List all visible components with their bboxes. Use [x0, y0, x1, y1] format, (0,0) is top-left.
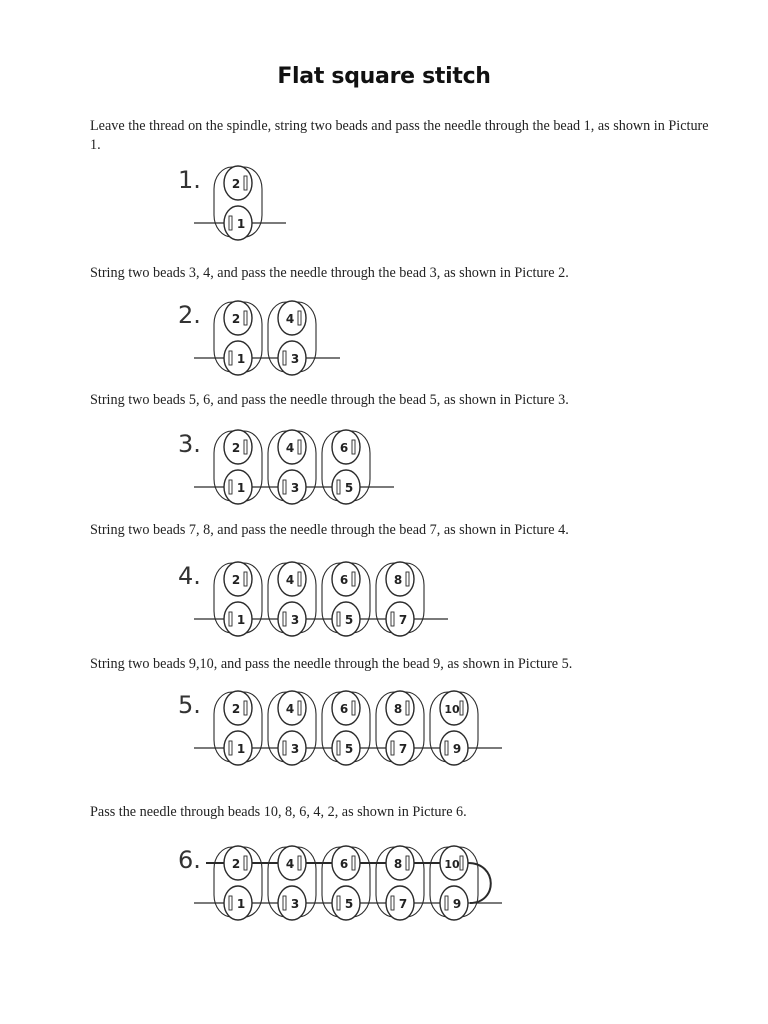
bead-number: 1: [236, 742, 246, 756]
page-title: Flat square stitch: [277, 64, 491, 89]
bead-number: 1: [236, 481, 246, 495]
picture-1-diagram: [170, 160, 330, 250]
bead-number: 8: [393, 573, 403, 587]
bead-number: 1: [236, 613, 246, 627]
step-2-text: String two beads 3, 4, and pass the needle through the bead 3, as shown in Picture 2.: [90, 265, 569, 281]
bead-number: 6: [339, 702, 349, 716]
bead-number: 7: [398, 897, 408, 911]
picture-2-diagram: [170, 295, 360, 385]
step-6-text: Pass the needle through beads 10, 8, 6, 4, 2, as shown in Picture 6.: [90, 804, 467, 820]
figure-label: 3.: [178, 430, 201, 458]
bead-number: 1: [236, 352, 246, 366]
bead-number: 8: [393, 857, 403, 871]
bead-number: 4: [285, 857, 295, 871]
bead-number: 5: [344, 897, 354, 911]
bead-number: 1: [236, 897, 246, 911]
step-4-text: String two beads 7, 8, and pass the needle through the bead 7, as shown in Picture 4.: [90, 522, 569, 538]
bead-number: 5: [344, 613, 354, 627]
picture-4-diagram: [170, 556, 460, 646]
bead-number: 2: [231, 441, 241, 455]
figure-label: 6.: [178, 846, 201, 874]
bead-number: 6: [339, 441, 349, 455]
bead-number: 3: [290, 352, 300, 366]
figure-label: 4.: [178, 562, 201, 590]
figure-label: 2.: [178, 301, 201, 329]
bead-number: 10: [444, 858, 460, 871]
step-3-text: String two beads 5, 6, and pass the needle through the bead 5, as shown in Picture 3.: [90, 392, 569, 408]
bead-number: 2: [231, 573, 241, 587]
bead-number: 7: [398, 613, 408, 627]
bead-number: 6: [339, 857, 349, 871]
bead-number: 10: [444, 703, 460, 716]
bead-number: 4: [285, 573, 295, 587]
bead-number: 7: [398, 742, 408, 756]
bead-number: 3: [290, 613, 300, 627]
bead-number: 8: [393, 702, 403, 716]
bead-number: 2: [231, 702, 241, 716]
picture-5-diagram: [170, 685, 515, 775]
picture-3-diagram: [170, 424, 410, 514]
bead-number: 5: [344, 481, 354, 495]
step-1-text: Leave the thread on the spindle, string two beads and pass the needle through the bead 1, as shown in Picture 1.: [90, 118, 709, 153]
bead-number: 4: [285, 312, 295, 326]
bead-number: 2: [231, 857, 241, 871]
bead-number: 9: [452, 897, 462, 911]
step-5-text: String two beads 9,10, and pass the needle through the bead 9, as shown in Picture 5.: [90, 656, 573, 672]
bead-number: 3: [290, 897, 300, 911]
bead-number: 2: [231, 177, 241, 191]
bead-number: 3: [290, 481, 300, 495]
bead-number: 6: [339, 573, 349, 587]
figure-label: 5.: [178, 691, 201, 719]
thread-loop: [468, 863, 491, 903]
bead-number: 4: [285, 441, 295, 455]
bead-number: 4: [285, 702, 295, 716]
bead-number: 2: [231, 312, 241, 326]
bead-number: 3: [290, 742, 300, 756]
bead-number: 1: [236, 217, 246, 231]
bead-number: 5: [344, 742, 354, 756]
bead-number: 9: [452, 742, 462, 756]
figure-label: 1.: [178, 166, 201, 194]
picture-6-diagram: [170, 840, 525, 930]
